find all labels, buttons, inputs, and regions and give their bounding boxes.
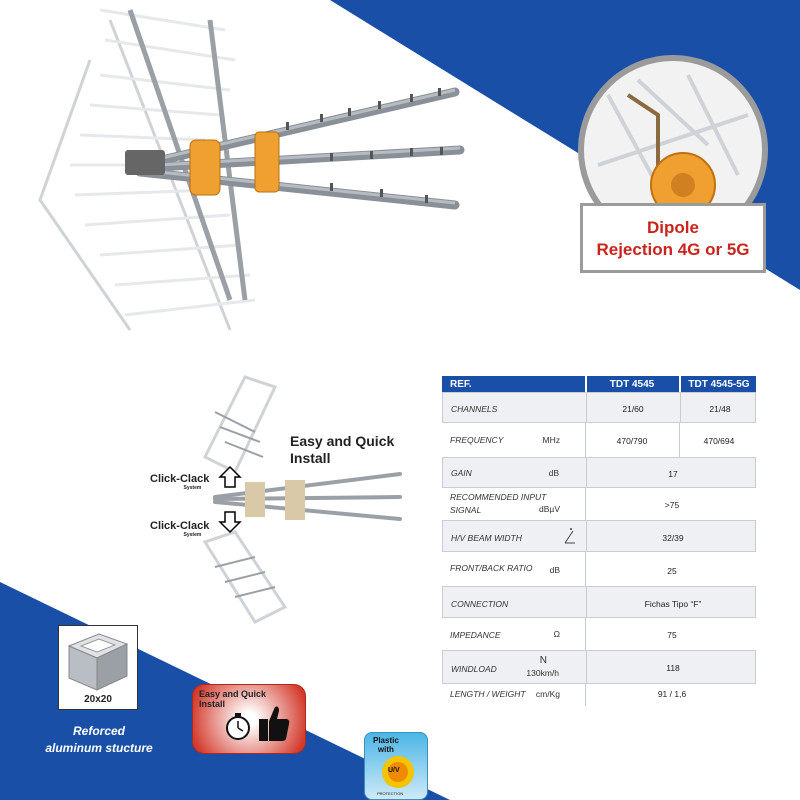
profile-image-box bbox=[58, 625, 138, 710]
aluminum-tube-icon bbox=[59, 626, 137, 694]
profile-caption: Reforced aluminum stucture bbox=[45, 724, 153, 755]
uv-protection-badge bbox=[364, 732, 428, 800]
stopwatch-icon bbox=[223, 711, 253, 741]
row-frequency: FREQUENCY MHz 470/790 470/694 bbox=[442, 423, 756, 457]
easy-install-badge bbox=[192, 684, 306, 754]
system-label-bottom: System bbox=[183, 532, 202, 538]
profile-size-label: 20x20 bbox=[84, 694, 112, 705]
row-beam-width: H/V BEAM WIDTH 32/39 bbox=[442, 520, 756, 552]
header-ref: REF. bbox=[450, 378, 472, 390]
dipole-callout-box bbox=[580, 203, 766, 273]
uv-label: U/V bbox=[388, 767, 400, 774]
dipole-title: Dipole bbox=[647, 218, 699, 237]
dipole-subtitle: Rejection 4G or 5G bbox=[596, 240, 750, 259]
install-title: Easy and Quick Install bbox=[290, 433, 395, 466]
row-length-weight: LENGTH / WEIGHT cm/Kg 91 / 1,6 bbox=[442, 684, 756, 706]
system-label-top: System bbox=[183, 485, 202, 491]
table-header-row bbox=[442, 376, 756, 392]
row-connection: CONNECTION Fichas Tipo “F” bbox=[442, 586, 756, 618]
row-windload: WINDLOAD N 130km/h 118 bbox=[442, 650, 756, 684]
row-gain: GAIN dB 17 bbox=[442, 457, 756, 488]
spec-table bbox=[442, 376, 756, 706]
row-impedance: IMPEDANCE Ω 75 bbox=[442, 618, 756, 650]
easy-install-badge-text: Easy and Quick Install bbox=[199, 689, 267, 709]
thumbs-up-icon bbox=[257, 703, 291, 743]
beam-angle-icon bbox=[563, 527, 577, 547]
row-front-back: FRONT/BACK RATIO dB 25 bbox=[442, 552, 756, 586]
uv-badge-text: Plastic with bbox=[373, 736, 399, 754]
row-channels: CHANNELS 21/60 21/48 bbox=[442, 392, 756, 423]
click-clack-bottom-label: Click-Clack System bbox=[150, 520, 210, 538]
antenna-illustration bbox=[30, 0, 480, 340]
click-clack-top-label: Click-Clack System bbox=[150, 473, 210, 491]
header-model2: TDT 4545-5G bbox=[688, 378, 750, 390]
row-input-signal: RECOMMENDED INPUT SIGNAL dBµV >75 bbox=[442, 488, 756, 520]
header-model1: TDT 4545 bbox=[609, 378, 655, 390]
uv-protection-label: PROTECTION bbox=[377, 791, 404, 796]
install-diagram bbox=[195, 372, 405, 632]
